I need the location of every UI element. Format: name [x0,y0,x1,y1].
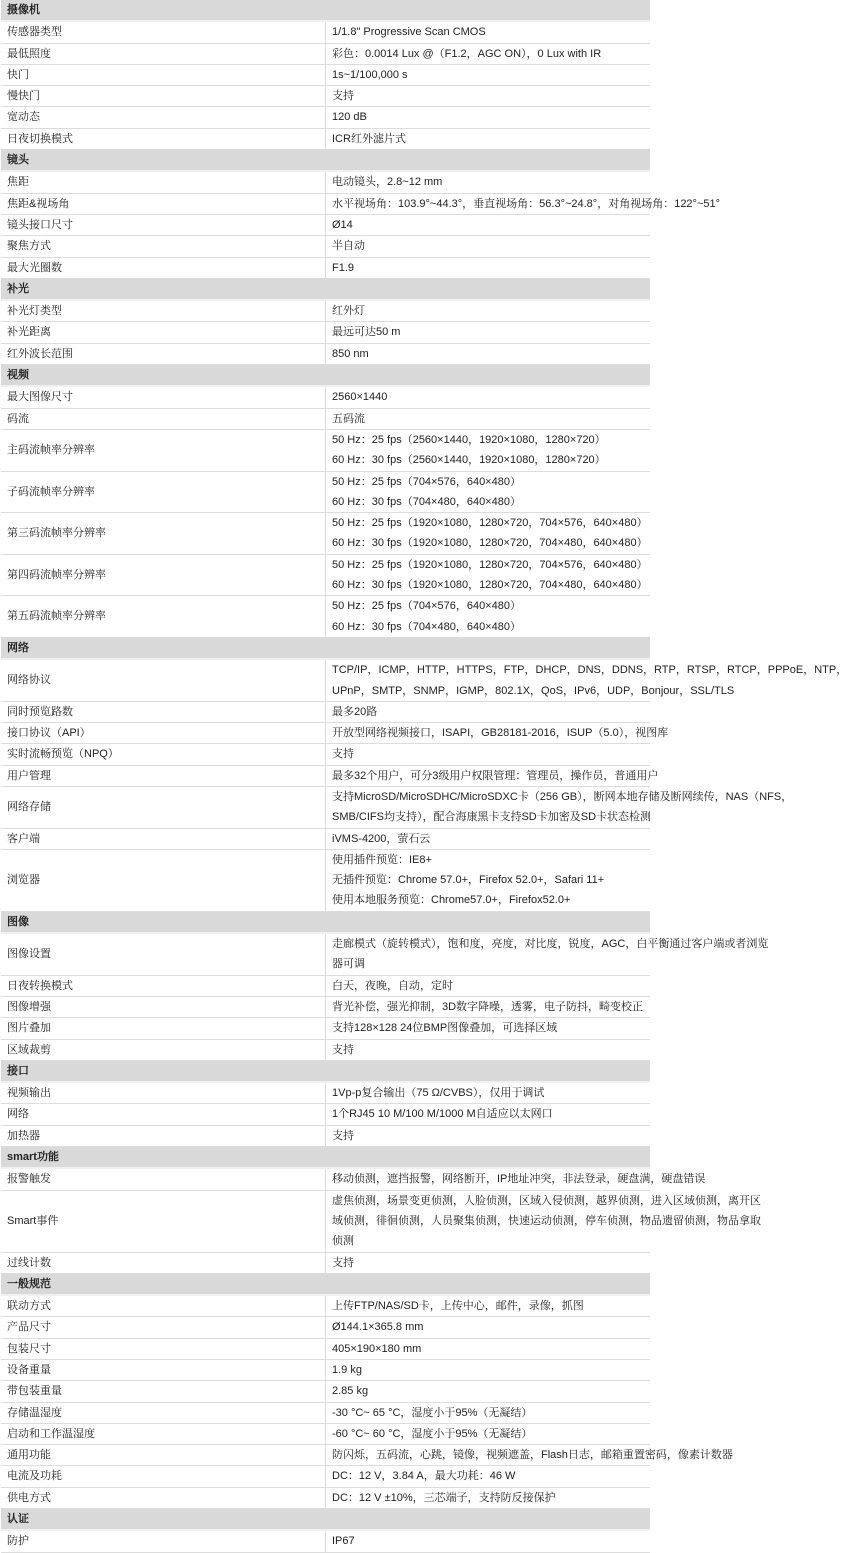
spec-value-line: iVMS-4200，萤石云 [332,832,431,845]
spec-value [326,322,651,343]
section-header [1,365,650,387]
spec-value-line: 虚焦侦测，场景变更侦测，人脸侦测，区域入侵侦测，越界侦测，进入区域侦测，离开区 [332,1194,761,1207]
spec-label: 加热器 [1,1125,326,1146]
spec-value-line: 支持 [332,748,354,761]
spec-value [326,128,651,149]
spec-value [326,236,651,257]
spec-row [1,128,650,149]
section-title: 摄像机 [1,0,650,21]
spec-label: 最低照度 [1,43,326,64]
spec-label: 用户管理 [1,765,326,786]
spec-value-line: 1s~1/100,000 s [332,68,408,81]
spec-row [1,322,650,343]
spec-value-line: SMB/CIFS均支持），配合海康黑卡支持SD卡加密及SD卡状态检测 [332,811,652,824]
spec-value-line: 器可调 [332,958,365,971]
spec-label: 日夜切换模式 [1,128,326,149]
spec-row [1,43,650,64]
spec-value [326,257,651,278]
spec-value-line: 60 Hz：30 fps（2560×1440，1920×1080，1280×720） [332,454,606,467]
spec-value-line: F1.9 [332,261,355,274]
section-header [1,911,650,933]
spec-row [1,659,650,701]
spec-value-line: 50 Hz：25 fps（704×576，640×480） [332,600,521,613]
spec-row [1,1423,650,1444]
spec-label: 实时流畅预览（NPQ） [1,744,326,765]
spec-value [326,933,769,975]
spec-value [326,386,651,408]
spec-value [326,1381,651,1402]
spec-value [326,786,793,828]
spec-row [1,1381,650,1402]
spec-label: 聚焦方式 [1,236,326,257]
spec-value-line: -60 °C~ 60 °C，湿度小于95%（无凝结） [332,1427,533,1440]
spec-label: Smart事件 [1,1190,326,1252]
spec-value [326,1487,651,1508]
spec-row [1,1039,650,1060]
spec-value-line: 无插件预览：Chrome 57.0+，Firefox 52.0+，Safari 11+ [332,874,605,887]
spec-row [1,744,650,765]
spec-row [1,86,650,107]
spec-label: 日夜转换模式 [1,975,326,996]
spec-label: 焦距 [1,171,326,193]
spec-value-line: 走廊模式（旋转模式），饱和度，亮度，对比度，锐度，AGC，白平衡通过客户端或者浏览 [332,938,769,951]
spec-value-line: 使用插件预览：IE8+ [332,853,432,866]
spec-row [1,786,650,828]
spec-value [326,1082,651,1104]
spec-label: 通用功能 [1,1445,326,1466]
spec-label: 包装尺寸 [1,1338,326,1359]
spec-row [1,236,650,257]
spec-label: 图片叠加 [1,1018,326,1039]
spec-value [326,193,721,214]
spec-row [1,933,650,975]
section-header [1,637,650,659]
spec-value-line: 1个RJ45 10 M/100 M/1000 M自适应以太网口 [332,1108,553,1121]
spec-row [1,171,650,193]
spec-row [1,1190,650,1252]
spec-row [1,408,650,429]
spec-value-line: 1Vp-p复合输出（75 Ω/CVBS），仅用于调试 [332,1087,545,1100]
spec-label: 接口协议（API） [1,723,326,744]
spec-value-line: 1/1.8" Progressive Scan CMOS [332,26,486,39]
section-title: 接口 [1,1060,650,1082]
spec-row [1,257,650,278]
spec-row [1,513,650,555]
spec-value [326,64,651,85]
spec-value [326,1018,651,1039]
spec-label: 焦距&视场角 [1,193,326,214]
spec-value [326,659,847,701]
spec-label: 同时预览路数 [1,701,326,722]
spec-value [326,975,651,996]
spec-row [1,1402,650,1423]
spec-row [1,1125,650,1146]
spec-value [326,765,659,786]
spec-row [1,1487,650,1508]
spec-label: 宽动态 [1,107,326,128]
spec-label: 最大图像尺寸 [1,386,326,408]
spec-label: 浏览器 [1,849,326,911]
spec-label: 第三码流帧率分辨率 [1,513,326,555]
spec-value-line: 2560×1440 [332,391,388,404]
spec-row [1,1466,650,1487]
spec-value [326,171,651,193]
spec-table [1,0,847,1553]
spec-value [326,1168,706,1190]
spec-value [326,1295,651,1317]
spec-row [1,1082,650,1104]
spec-value-line: 支持128×128 24位BMP图像叠加，可选择区域 [332,1022,558,1035]
spec-row [1,300,650,322]
spec-value [326,1039,651,1060]
spec-row [1,343,650,364]
spec-value [326,107,651,128]
section-title: smart功能 [1,1147,650,1169]
spec-value-line: 支持 [332,1043,354,1056]
spec-value [326,1190,761,1252]
spec-label: 补光灯类型 [1,300,326,322]
spec-value-line: UPnP，SMTP，SNMP，IGMP，802.1X，QoS，IPv6，UDP，Bonjour，SSL/TLS [332,684,735,697]
spec-label: 供电方式 [1,1487,326,1508]
spec-row [1,429,650,471]
spec-value [326,723,669,744]
spec-value [326,596,651,638]
spec-value [326,1360,651,1381]
spec-value-line: 最多20路 [332,705,378,718]
spec-value [326,828,651,849]
spec-value [326,1104,651,1125]
spec-value-line: 支持 [332,1129,354,1142]
spec-value-line: 60 Hz：30 fps（704×480，640×480） [332,620,521,633]
section-header [1,278,650,300]
spec-value [326,408,651,429]
spec-value [326,471,651,513]
spec-value-line: 50 Hz：25 fps（1920×1080，1280×720，704×576，640×480） [332,517,648,530]
spec-value [326,1423,651,1444]
spec-label: 客户端 [1,828,326,849]
spec-value-line: 1.9 kg [332,1364,362,1376]
spec-label: 码流 [1,408,326,429]
spec-label: 带包装重量 [1,1381,326,1402]
spec-value [326,343,651,364]
spec-value-line: 50 Hz：25 fps（1920×1080，1280×720，704×576，640×480） [332,558,648,571]
spec-label: 补光距离 [1,322,326,343]
spec-value-line: 五码流 [332,412,365,425]
spec-value-line: 彩色：0.0014 Lux @（F1.2，AGC ON），0 Lux with IR [332,47,602,60]
spec-value-line: IP67 [332,1535,355,1548]
spec-value-line: 60 Hz：30 fps（1920×1080，1280×720，704×480，640×480） [332,579,648,592]
spec-value-line: 最多32个用户，可分3级用户权限管理：管理员，操作员，普通用户 [332,769,659,782]
spec-label: 红外波长范围 [1,343,326,364]
spec-value-line: Ø14 [332,218,353,231]
spec-value-line: 水平视场角：103.9°~44.3°，垂直视场角：56.3°~24.8°，对角视场角：122°~51° [332,197,721,210]
spec-label: 防护 [1,1530,326,1552]
spec-row [1,193,650,214]
spec-label: 子码流帧率分辨率 [1,471,326,513]
spec-value-line: 使用本地服务预览：Chrome57.0+，Firefox52.0+ [332,894,571,907]
spec-row [1,1530,650,1552]
spec-value-line: 域侦测，徘徊侦测，人员聚集侦测，快速运动侦测，停车侦测，物品遗留侦测，物品拿取 [332,1214,761,1227]
spec-label: 图像设置 [1,933,326,975]
spec-row [1,1445,650,1466]
spec-label: 第四码流帧率分辨率 [1,554,326,596]
spec-value-line: 支持 [332,1256,354,1269]
spec-row [1,975,650,996]
spec-label: 报警触发 [1,1168,326,1190]
spec-value [326,1402,651,1423]
section-title: 认证 [1,1509,650,1531]
spec-row [1,554,650,596]
spec-value-line: -30 °C~ 65 °C，湿度小于95%（无凝结） [332,1406,533,1419]
spec-row [1,723,650,744]
spec-value [326,1252,651,1273]
spec-value-line: 最远可达50 m [332,326,401,339]
spec-label: 网络协议 [1,659,326,701]
section-title: 镜头 [1,150,650,172]
spec-value-line: 50 Hz：25 fps（2560×1440，1920×1080，1280×720） [332,433,606,446]
spec-value [326,300,651,322]
spec-value-line: ICR红外滤片式 [332,132,406,145]
section-title: 网络 [1,637,650,659]
spec-label: 电流及功耗 [1,1466,326,1487]
section-header [1,1060,650,1082]
spec-value-line: TCP/IP，ICMP，HTTP，HTTPS，FTP，DHCP，DNS，DDNS，RTP，RTSP，RTCP，PPPoE，NTP， [332,664,847,677]
section-title: 图像 [1,911,650,933]
spec-value [326,513,651,555]
spec-value-line: 850 nm [332,347,369,360]
spec-value [326,1466,651,1487]
spec-value-line: 电动镜头，2.8~12 mm [332,176,443,189]
spec-table-body [1,0,847,1552]
spec-label: 启动和工作温湿度 [1,1423,326,1444]
spec-row [1,1295,650,1317]
spec-label: 快门 [1,64,326,85]
spec-value [326,86,651,107]
spec-label: 慢快门 [1,86,326,107]
spec-row [1,828,650,849]
spec-label: 区域裁剪 [1,1039,326,1060]
spec-row [1,107,650,128]
spec-row [1,1252,650,1273]
spec-value-line: 60 Hz：30 fps（704×480，640×480） [332,495,521,508]
spec-label: 过线计数 [1,1252,326,1273]
spec-label: 主码流帧率分辨率 [1,429,326,471]
spec-row [1,1360,650,1381]
spec-value [326,1125,651,1146]
spec-label: 视频输出 [1,1082,326,1104]
spec-row [1,596,650,638]
spec-value-line: 2.85 kg [332,1385,369,1398]
spec-value-line: 60 Hz：30 fps（1920×1080，1280×720，704×480，640×480） [332,537,648,550]
spec-value [326,1445,733,1466]
spec-value [326,701,651,722]
spec-value-line: 红外灯 [332,305,365,318]
spec-value [326,849,651,911]
spec-row [1,996,650,1017]
section-header [1,1509,650,1531]
spec-value-line: 120 dB [332,111,367,124]
spec-row [1,1317,650,1338]
spec-row [1,214,650,235]
spec-row [1,64,650,85]
spec-value [326,43,651,64]
spec-label: 产品尺寸 [1,1317,326,1338]
section-title: 视频 [1,365,650,387]
spec-row [1,21,650,43]
spec-value-line: 半自动 [332,240,365,253]
spec-label: 最大光圈数 [1,257,326,278]
spec-value [326,554,651,596]
spec-value [326,1338,651,1359]
spec-row [1,1018,650,1039]
spec-label: 网络 [1,1104,326,1125]
spec-row [1,701,650,722]
spec-value [326,429,651,471]
spec-row [1,386,650,408]
spec-value-line: 侦测 [332,1235,354,1248]
spec-value [326,214,651,235]
section-header [1,0,650,21]
spec-value-line: 移动侦测，遮挡报警，网络断开，IP地址冲突，非法登录，硬盘满，硬盘错误 [332,1173,706,1186]
spec-label: 传感器类型 [1,21,326,43]
spec-row [1,1168,650,1190]
spec-value [326,744,651,765]
spec-value-line: Ø144.1×365.8 mm [332,1321,424,1334]
section-title: 补光 [1,278,650,300]
spec-value-line: 防闪烁，五码流，心跳，镜像，视频遮盖，Flash日志，邮箱重置密码，像素计数器 [332,1449,733,1462]
spec-value-line: 背光补偿，强光抑制，3D数字降噪，透雾，电子防抖，畸变校正 [332,1000,644,1013]
spec-row [1,1104,650,1125]
spec-label: 网络存储 [1,786,326,828]
spec-label: 第五码流帧率分辨率 [1,596,326,638]
spec-label: 存储温湿度 [1,1402,326,1423]
spec-value [326,21,651,43]
spec-value-line: 开放型网络视频接口，ISAPI，GB28181-2016，ISUP（5.0），视图库 [332,727,669,740]
section-header [1,150,650,172]
spec-value [326,1317,651,1338]
spec-label: 设备重量 [1,1360,326,1381]
spec-value-line: 405×190×180 mm [332,1342,422,1355]
spec-value-line: 支持 [332,90,354,103]
spec-label: 联动方式 [1,1295,326,1317]
spec-row [1,1338,650,1359]
spec-value-line: DC：12 V ±10%，三芯端子，支持防反接保护 [332,1491,556,1504]
spec-value-line: 上传FTP/NAS/SD卡，上传中心，邮件，录像，抓图 [332,1300,584,1313]
spec-value [326,996,651,1017]
section-title: 一般规范 [1,1273,650,1295]
spec-value-line: 50 Hz：25 fps（704×576，640×480） [332,475,521,488]
section-header [1,1147,650,1169]
section-header [1,1273,650,1295]
spec-value-line: 白天，夜晚，自动，定时 [332,979,453,992]
spec-value [326,1530,651,1552]
spec-row [1,765,650,786]
spec-value-line: DC：12 V，3.84 A，最大功耗：46 W [332,1470,516,1483]
spec-label: 镜头接口尺寸 [1,214,326,235]
spec-row [1,849,650,911]
spec-value-line: 支持MicroSD/MicroSDHC/MicroSDXC卡（256 GB），断网本地存储及断网续传，NAS（NFS， [332,790,793,803]
spec-label: 图像增强 [1,996,326,1017]
spec-row [1,471,650,513]
